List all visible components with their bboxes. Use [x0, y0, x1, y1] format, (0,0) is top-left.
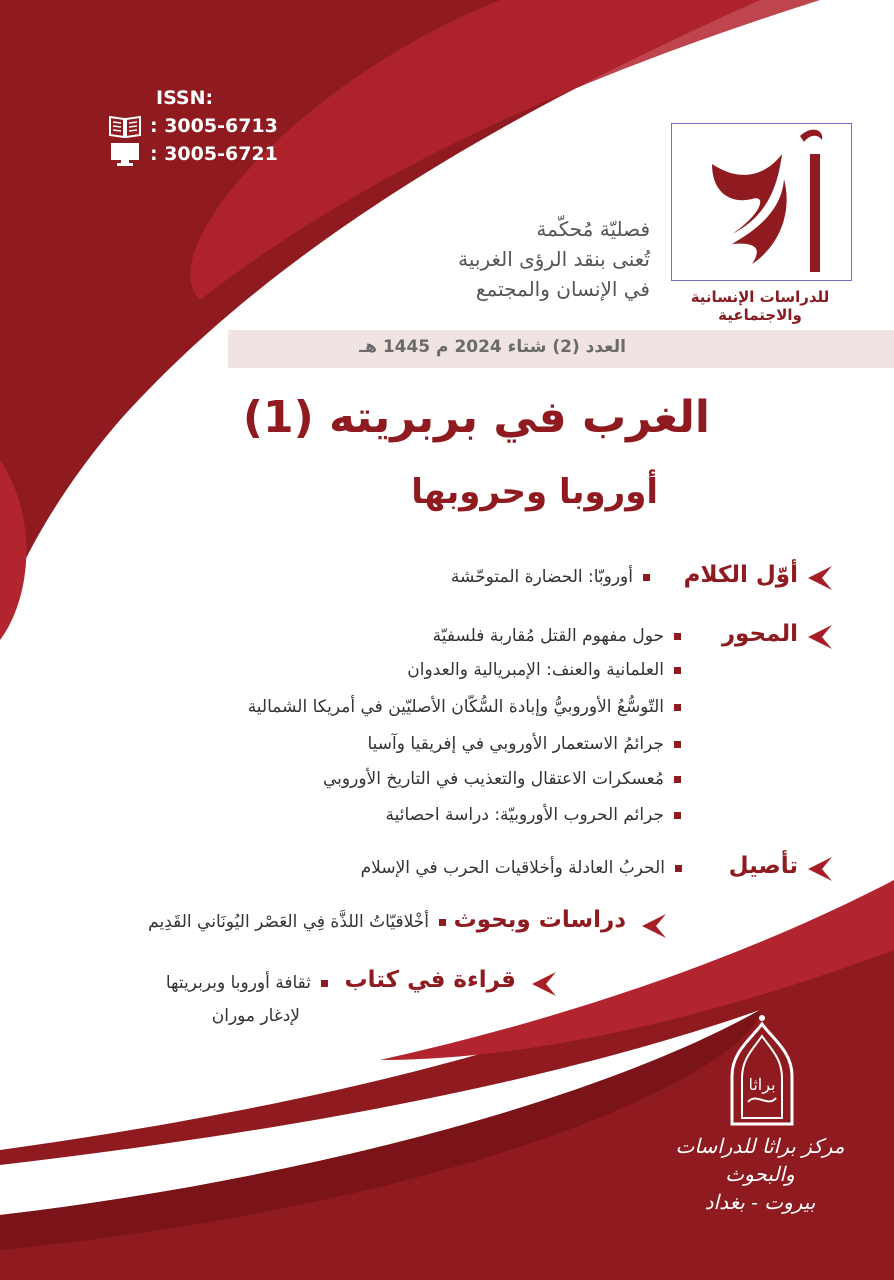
- toc-item: ثقافة أوروبا وبربريتها: [166, 973, 328, 993]
- section-arrow-icon: [806, 623, 834, 651]
- section-title-studies: دراسات وبحوث: [453, 907, 626, 933]
- section-title-book-review: قراءة في كتاب: [344, 967, 516, 993]
- issn-label: ISSN:: [156, 87, 214, 109]
- issue-subtitle: أوروبا وحروبها: [411, 472, 658, 512]
- section-arrow-icon: [530, 970, 558, 998]
- bullet-icon: [674, 704, 681, 711]
- toc-item: جرائم الحروب الأوروبيّة: دراسة احصائية: [386, 805, 681, 825]
- publisher-emblem-text: براثا: [748, 1075, 776, 1094]
- book-icon: [108, 113, 142, 139]
- issn-online-row: [108, 140, 278, 168]
- toc-item: جرائمُ الاستعمار الأوروبي في إفريقيا وآسيا: [368, 734, 682, 754]
- toc-item: مُعسكرات الاعتقال والتعذيب في التاريخ الأوروبي: [323, 769, 681, 789]
- issn-block: [108, 84, 278, 168]
- issue-info: العدد (2) شتاء 2024 م 1445 هـ: [359, 337, 626, 357]
- publisher-name: [640, 1132, 880, 1216]
- bullet-icon: [674, 667, 681, 674]
- toc-item: حول مفهوم القتل مُقاربة فلسفيّة: [433, 626, 681, 646]
- tagline-line-3: في الإنسان والمجتمع: [475, 277, 650, 301]
- section-arrow-icon: [806, 855, 834, 883]
- publisher-name-line-1: مركز براثا للدراسات والبحوث: [675, 1134, 845, 1186]
- section-title-foundation: تأصيل: [728, 853, 798, 879]
- issn-print-row: [108, 112, 278, 140]
- bullet-icon: [321, 980, 328, 987]
- bullet-icon: [674, 812, 681, 819]
- journal-logo: [671, 123, 852, 281]
- bullet-icon: [674, 776, 681, 783]
- bullet-icon: [674, 633, 681, 640]
- journal-tagline: [350, 214, 650, 304]
- bullet-icon: [674, 741, 681, 748]
- toc-item: الحربُ العادلة وأخلاقيات الحرب في الإسلام: [361, 858, 682, 878]
- toc-item: أخْلاقيّاتُ اللذَّة فِي العَصْر اليُونَاني القَدِيم: [148, 912, 446, 932]
- section-arrow-icon: [640, 912, 668, 940]
- computer-icon: [108, 141, 142, 167]
- issue-title: الغرب في بربريته (1): [242, 392, 710, 443]
- bullet-icon: [439, 919, 446, 926]
- publisher-emblem-icon: [712, 1012, 812, 1130]
- toc-item: أوروبّا: الحضارة المتوحّشة: [451, 567, 650, 587]
- toc-item: التّوسُّعُ الأوروبيُّ وإبادة السُّكّان الأصليّين في أمريكا الشمالية: [248, 697, 681, 717]
- tagline-line-2: تُعنى بنقد الرؤى الغربية: [458, 247, 650, 271]
- logo-mark-icon: [672, 124, 851, 280]
- section-title-opening: أوّل الكلام: [683, 562, 798, 588]
- section-arrow-icon: [806, 564, 834, 592]
- bullet-icon: [675, 865, 682, 872]
- issn-online: : 3005-6721: [150, 143, 278, 165]
- toc-item: العلمانية والعنف: الإمبريالية والعدوان: [407, 660, 681, 680]
- tagline-line-1: فصليّة مُحكّمة: [536, 217, 650, 241]
- issn-print: : 3005-6713: [150, 115, 278, 137]
- publisher-name-line-2: بيروت - بغداد: [704, 1190, 816, 1214]
- logo-caption: للدراسات الإنسانية والاجتماعية: [690, 288, 830, 324]
- bullet-icon: [643, 574, 650, 581]
- section-title-axis: المحور: [721, 621, 798, 647]
- toc-item-author: لإدغار موران: [211, 1006, 300, 1026]
